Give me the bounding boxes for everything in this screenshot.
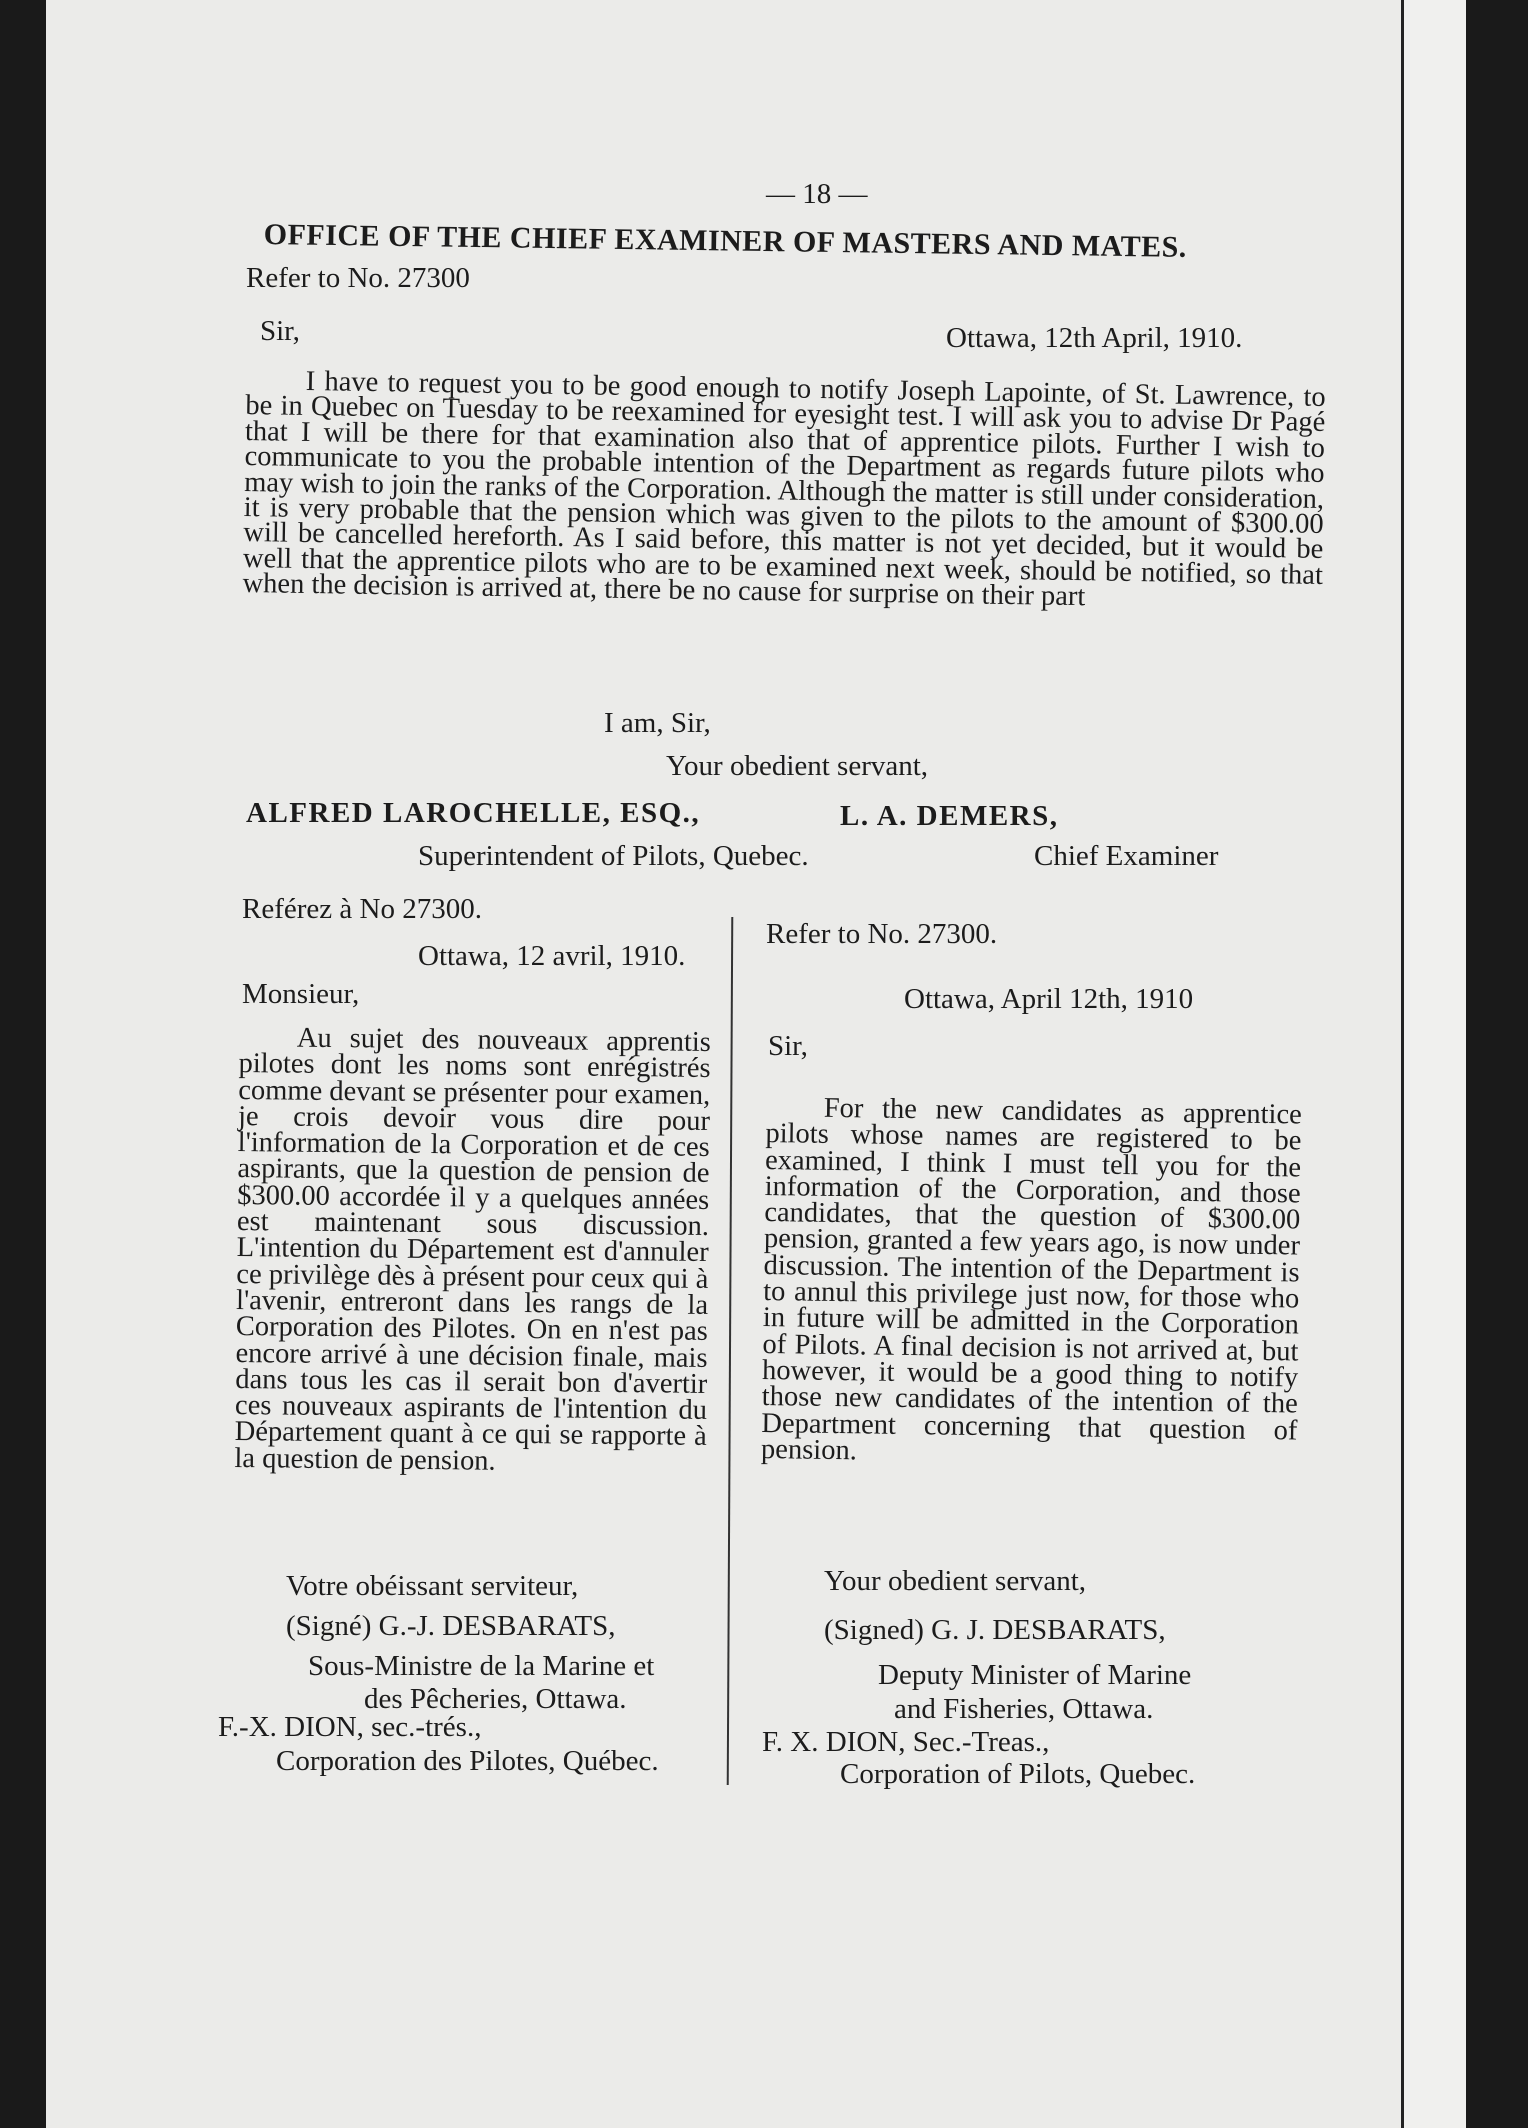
french-body-text: Au sujet des nouveaux apprentis pilotes dont les noms sont enrégistrés comme devant se présenter pour examen, je crois devoir vous dire pour l'information de la Corporation et de ces aspirants, que la question de pension de $300.00 accordée il y a quelques années est maintenant sous discussion. L'intention du Département est d'annuler ce privilège dès à présent pour ceux qui à l'avenir, entreront dans les rangs de la Corporation des Pilotes. On en n'est pas encore arrivé à une décision finale, mais dans tous les cas il serait bon d'avertir ces nouveaux aspirants de l'intention du Département quant à ce qui se rapporte à la question de pension.: [234, 1022, 712, 1477]
reference-number: Refer to No. 27300: [246, 262, 470, 294]
translation-closing: Your obedient servant,: [824, 1565, 1087, 1597]
translation-body-text: For the new candidates as apprentice pilots whose names are registered to be examined, I think I must tell you for the information of the Corporation, and those candidates, that the question of $300.00 pension, granted a few years ago, is now under discussion. The intention of the Department is to annul this privilege just now, for those who in future will be admitted in the Corporation of Pilots. A final decision is not arrived at, but however, it would be a good thing to notify those new candidates of the intention of the Department concerning that question of pension.: [760, 1092, 1302, 1467]
document-page: [46, 0, 1466, 2128]
addressee-title: Superintendent of Pilots, Quebec.: [418, 840, 809, 872]
french-signature: [286, 1610, 616, 1643]
translation-signature-text: (Signed) G. J. DESBARATS,: [824, 1614, 1166, 1646]
translation-date: Ottawa, April 12th, 1910: [904, 983, 1194, 1015]
letter-body: [242, 365, 1326, 614]
closing-line: I am, Sir,: [604, 707, 711, 739]
translation-title-line-1: Deputy Minister of Marine: [878, 1659, 1192, 1691]
french-title-line-2: des Pêcheries, Ottawa.: [364, 1683, 627, 1715]
next-page-edge: [1401, 0, 1466, 2128]
translation-signature: [824, 1614, 1166, 1647]
french-title-line-1: Sous-Ministre de la Marine et: [308, 1650, 655, 1682]
letter-date: Ottawa, 12th April, 1910.: [946, 322, 1243, 354]
french-cc-name: F.-X. DION, sec.-trés.,: [218, 1711, 482, 1743]
french-closing: Votre obéissant serviteur,: [286, 1570, 579, 1602]
addressee-name: ALFRED LAROCHELLE, ESQ.,: [246, 797, 701, 829]
letter-body-text: I have to request you to be good enough to notify Joseph Lapointe, of St. Lawrence, to be in Quebec on Tuesday to be reexamined for eyesight test. I will ask you to advise Dr Pagé that I will be there for that examination also that of apprentice pilots. Further I wish to communicate to you the probable intention of the Department as regards future pilots who may wish to join the ranks of the Corporation. Although the matter is still under consideration, it is very probable that the pension which was given to the pilots to the amount of $300.00 will be cancelled hereforth. As I said before, this matter is not yet decided, but it would be well that the apprentice pilots who are to be examined next week, should be notified, so that when the decision is arrived at, there be no cause for surprise on their part: [242, 365, 1326, 613]
translation-cc-org: Corporation of Pilots, Quebec.: [840, 1758, 1196, 1790]
french-cc-org: Corporation des Pilotes, Québec.: [276, 1745, 659, 1777]
translation-title-line-2: and Fisheries, Ottawa.: [894, 1693, 1154, 1725]
french-reference: Reférez à No 27300.: [242, 893, 482, 925]
french-date: Ottawa, 12 avril, 1910.: [418, 940, 686, 972]
translation-cc-name: F. X. DION, Sec.-Treas.,: [762, 1726, 1050, 1758]
signer-title: Chief Examiner: [1034, 840, 1219, 872]
french-signature-text: (Signé) G.-J. DESBARATS,: [286, 1610, 616, 1642]
closing-servant: Your obedient servant,: [666, 750, 929, 782]
page-number: — 18 —: [766, 178, 868, 210]
translation-body: [760, 1092, 1302, 1471]
french-body: [234, 1022, 712, 1477]
signer-name: L. A. DEMERS,: [840, 800, 1059, 832]
translation-salutation: Sir,: [768, 1030, 808, 1062]
column-divider: [727, 917, 734, 1785]
french-salutation: Monsieur,: [242, 978, 360, 1010]
salutation: Sir,: [260, 315, 300, 347]
translation-reference: Refer to No. 27300.: [766, 918, 998, 950]
office-header: OFFICE OF THE CHIEF EXAMINER OF MASTERS AND MATES.: [263, 218, 1188, 264]
